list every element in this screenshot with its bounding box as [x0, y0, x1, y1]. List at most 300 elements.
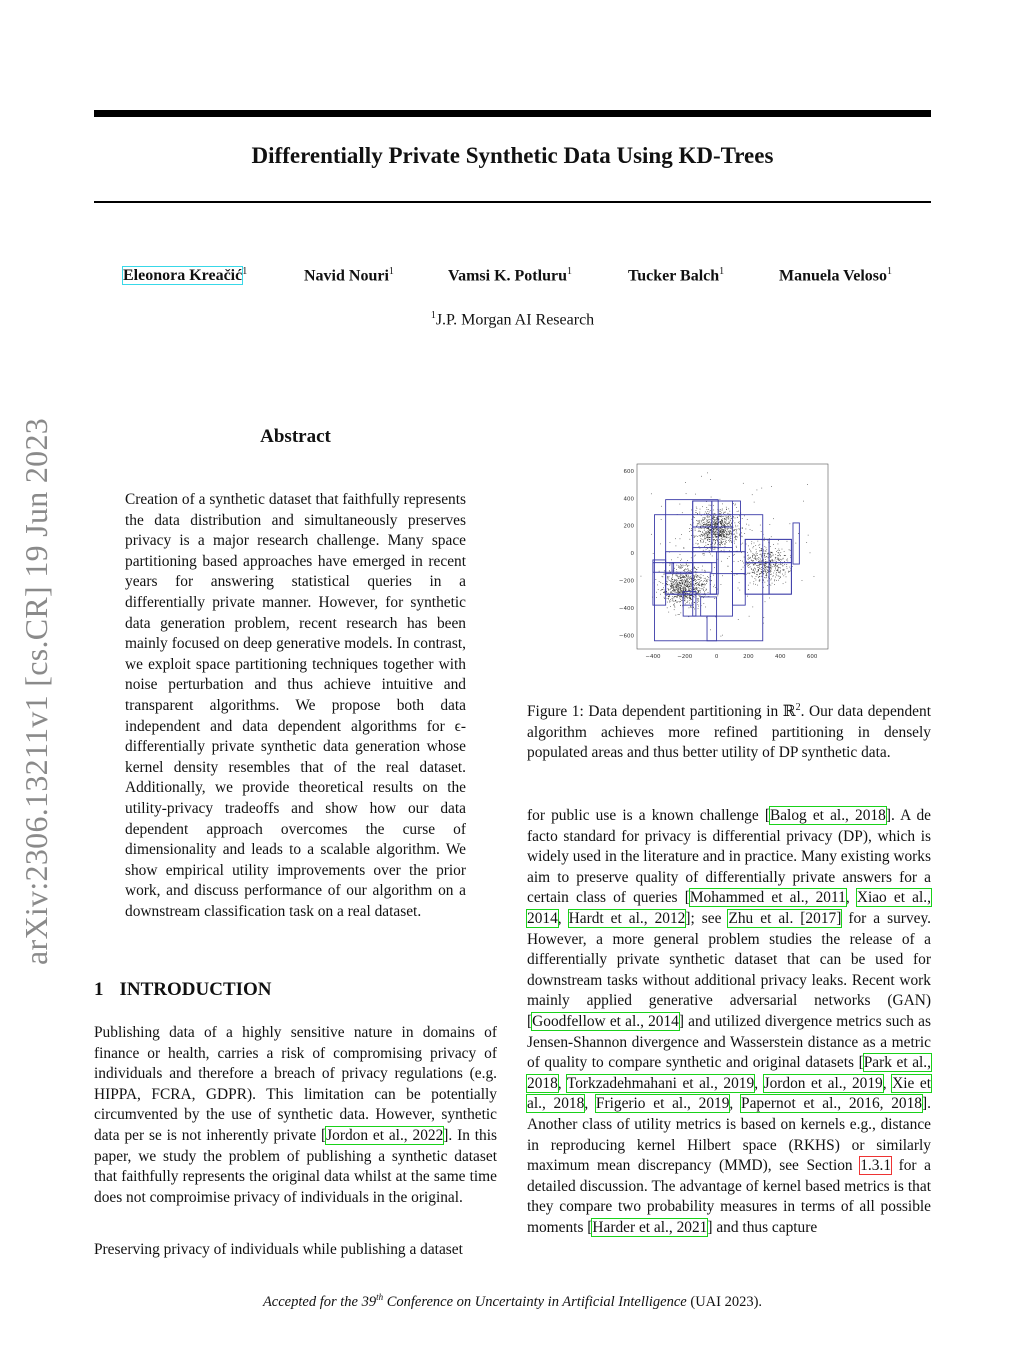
data-point: [658, 589, 659, 590]
data-point: [680, 554, 681, 555]
data-point: [735, 536, 736, 537]
data-point: [687, 565, 688, 566]
data-point: [723, 532, 724, 533]
data-point: [763, 587, 764, 588]
data-point: [682, 597, 683, 598]
data-point: [689, 598, 690, 599]
data-point: [777, 565, 778, 566]
data-point: [686, 585, 687, 586]
data-point: [758, 569, 759, 570]
data-point: [664, 597, 665, 598]
data-point: [689, 565, 690, 566]
data-point: [663, 592, 664, 593]
data-point: [755, 558, 756, 559]
data-point: [668, 598, 669, 599]
data-point: [787, 559, 788, 560]
data-point: [707, 515, 708, 516]
data-point: [702, 536, 703, 537]
data-point: [677, 576, 678, 577]
data-point: [690, 524, 691, 525]
data-point: [702, 526, 703, 527]
data-point: [715, 515, 716, 516]
data-point: [776, 580, 777, 581]
data-point: [695, 589, 696, 590]
data-point: [713, 541, 714, 542]
data-point: [771, 567, 772, 568]
data-point: [674, 580, 675, 581]
data-point: [676, 546, 677, 547]
data-point: [765, 569, 766, 570]
data-point: [677, 592, 678, 593]
data-point: [677, 597, 678, 598]
data-point: [704, 580, 705, 581]
data-point: [683, 565, 684, 566]
data-point: [680, 587, 681, 588]
data-point: [684, 582, 685, 583]
data-point: [782, 570, 783, 571]
data-point: [770, 556, 771, 557]
data-point: [659, 581, 660, 582]
data-point: [780, 552, 781, 553]
data-point: [744, 557, 745, 558]
data-point: [772, 559, 773, 560]
data-point: [722, 544, 723, 545]
data-point: [671, 591, 672, 592]
data-point: [710, 510, 711, 511]
data-point: [751, 543, 752, 544]
data-point: [705, 571, 706, 572]
data-point: [696, 593, 697, 594]
data-point: [717, 537, 718, 538]
citation-link[interactable]: Jordon et al., 2019: [763, 1074, 883, 1092]
data-point: [770, 546, 771, 547]
data-point: [754, 573, 755, 574]
data-point: [704, 593, 705, 594]
data-point: [707, 548, 708, 549]
data-point: [723, 516, 724, 517]
data-point: [725, 541, 726, 542]
data-point: [756, 549, 757, 550]
data-point: [721, 523, 722, 524]
citation-link[interactable]: Frigerio et al., 2019: [595, 1095, 730, 1113]
data-point: [716, 537, 717, 538]
data-point: [775, 558, 776, 559]
data-point: [733, 503, 734, 504]
data-point: [701, 520, 702, 521]
citation-link[interactable]: Xiao et al., 2014: [527, 889, 931, 927]
data-point: [779, 559, 780, 560]
data-point: [714, 546, 715, 547]
section-link[interactable]: 1.3.1: [860, 1157, 892, 1175]
data-point: [667, 598, 668, 599]
data-point: [678, 591, 679, 592]
citation-link[interactable]: Hardt et al., 2012: [568, 909, 686, 927]
data-point: [708, 537, 709, 538]
data-point: [670, 601, 671, 602]
data-point: [691, 599, 692, 600]
data-point: [672, 583, 673, 584]
data-point: [735, 505, 736, 506]
data-point: [735, 538, 736, 539]
data-point: [766, 575, 767, 576]
data-point: [690, 592, 691, 593]
data-point: [738, 561, 739, 562]
data-point: [675, 607, 676, 608]
data-point: [726, 537, 727, 538]
data-point: [663, 583, 664, 584]
data-point: [707, 535, 708, 536]
data-point: [748, 557, 749, 558]
data-point: [697, 525, 698, 526]
abstract-text: Creation of a synthetic dataset that faithfully represents the data distribution and simultaneously preserves privacy is a major research challenge. Many space partitioning based approaches have emerged in recent years for answering statistical queries in a differentially private manner. However, for synthetic data generation problem, recent research has been mainly focused on deep generative models. In contrast, we exploit space partitioning techniques together with noise perturbation and thus achieve intuitive and transparent algorithms. We propose both data independent and data dependent algorithms for ϵ-differentially private synthetic data generation whose kernel density resembles that of the real dataset. Additionally, we provide theoretical results on the utility-privacy tradeoffs and show how our data dependent approach overcomes the curse of dimensionality and leads to a scalable algorithm. We show empirical utility improvements over the prior work, and discuss performance of our algorithm on a downstream classification task on a real dataset.: [125, 491, 466, 920]
data-point: [727, 558, 728, 559]
data-point: [696, 536, 697, 537]
data-point: [669, 585, 670, 586]
citation-link[interactable]: Papernot et al., 2016, 2018: [741, 1095, 923, 1113]
data-point: [784, 570, 785, 571]
data-point: [808, 535, 809, 536]
data-point: [713, 516, 714, 517]
data-point: [694, 589, 695, 590]
data-point: [691, 589, 692, 590]
citation-link[interactable]: Balog et al., 2018: [769, 807, 886, 824]
data-point: [720, 509, 721, 510]
data-point: [721, 530, 722, 531]
data-point: [707, 520, 708, 521]
data-point: [756, 551, 757, 552]
data-point: [729, 524, 730, 525]
data-point: [672, 587, 673, 588]
data-point: [698, 524, 699, 525]
data-point: [681, 566, 682, 567]
data-point: [763, 573, 764, 574]
data-point: [737, 517, 738, 518]
data-point: [683, 576, 684, 577]
data-point: [703, 522, 704, 523]
data-point: [721, 540, 722, 541]
data-point: [699, 582, 700, 583]
data-point: [729, 532, 730, 533]
data-point: [699, 512, 700, 513]
data-point: [716, 519, 717, 520]
data-point: [678, 614, 679, 615]
data-point: [670, 571, 671, 572]
data-point: [686, 596, 687, 597]
data-point: [770, 571, 771, 572]
data-point: [714, 522, 715, 523]
data-point: [677, 596, 678, 597]
data-point: [689, 539, 690, 540]
data-point: [777, 559, 778, 560]
data-point: [772, 566, 773, 567]
data-point: [716, 531, 717, 532]
data-point: [694, 609, 695, 610]
data-point: [724, 531, 725, 532]
data-point: [729, 551, 730, 552]
data-point: [670, 606, 671, 607]
data-point: [699, 524, 700, 525]
citation-link[interactable]: Harder et al., 2021: [592, 1218, 708, 1236]
data-point: [787, 568, 788, 569]
data-point: [715, 534, 716, 535]
data-point: [686, 602, 687, 603]
data-point: [763, 559, 764, 560]
data-point: [686, 581, 687, 582]
data-point: [744, 515, 745, 516]
data-point: [709, 533, 710, 534]
data-point: [691, 584, 692, 585]
data-point: [723, 535, 724, 536]
data-point: [692, 530, 693, 531]
data-point: [761, 561, 762, 562]
data-point: [730, 526, 731, 527]
data-point: [676, 586, 677, 587]
data-point: [677, 583, 678, 584]
data-point: [684, 584, 685, 585]
data-point: [701, 534, 702, 535]
data-point: [667, 602, 668, 603]
data-point: [698, 593, 699, 594]
data-point: [683, 590, 684, 591]
data-point: [678, 590, 679, 591]
data-point: [671, 559, 672, 560]
data-point: [728, 513, 729, 514]
data-point: [706, 526, 707, 527]
data-point: [789, 549, 790, 550]
data-point: [679, 587, 680, 588]
data-point: [749, 564, 750, 565]
data-point: [702, 539, 703, 540]
data-point: [755, 578, 756, 579]
data-point: [660, 582, 661, 583]
data-point: [757, 572, 758, 573]
data-point: [706, 549, 707, 550]
data-point: [710, 524, 711, 525]
data-point: [778, 569, 779, 570]
data-point: [722, 635, 723, 636]
data-point: [711, 505, 712, 506]
data-point: [753, 548, 754, 549]
data-point: [784, 555, 785, 556]
data-point: [706, 580, 707, 581]
data-point: [686, 578, 687, 579]
data-point: [688, 587, 689, 588]
data-point: [726, 516, 727, 517]
data-point: [752, 530, 753, 531]
data-point: [764, 546, 765, 547]
data-point: [724, 522, 725, 523]
data-point: [699, 535, 700, 536]
data-point: [778, 580, 779, 581]
data-point: [717, 524, 718, 525]
data-point: [748, 546, 749, 547]
data-point: [758, 561, 759, 562]
data-point: [759, 574, 760, 575]
data-point: [685, 588, 686, 589]
data-point: [759, 544, 760, 545]
data-point: [760, 525, 761, 526]
data-point: [651, 493, 652, 494]
data-point: [661, 519, 662, 520]
data-point: [684, 570, 685, 571]
data-point: [696, 543, 697, 544]
data-point: [681, 568, 682, 569]
data-point: [730, 524, 731, 525]
data-point: [747, 573, 748, 574]
data-point: [670, 589, 671, 590]
data-point: [683, 577, 684, 578]
data-point: [671, 583, 672, 584]
data-point: [728, 523, 729, 524]
data-point: [771, 571, 772, 572]
data-point: [677, 602, 678, 603]
data-point: [675, 538, 676, 539]
data-point: [758, 570, 759, 571]
citation-link[interactable]: Jordon et al., 2022: [326, 1126, 444, 1144]
data-point: [714, 532, 715, 533]
data-point: [706, 531, 707, 532]
data-point: [707, 509, 708, 510]
data-point: [699, 514, 700, 515]
data-point: [735, 536, 736, 537]
data-point: [778, 552, 779, 553]
data-point: [770, 580, 771, 581]
data-point: [754, 554, 755, 555]
data-point: [740, 560, 741, 561]
data-point: [728, 535, 729, 536]
data-point: [680, 591, 681, 592]
data-point: [780, 556, 781, 557]
data-point: [766, 569, 767, 570]
data-point: [685, 582, 686, 583]
data-point: [701, 538, 702, 539]
data-point: [744, 533, 745, 534]
data-point: [770, 567, 771, 568]
data-point: [709, 529, 710, 530]
data-point: [778, 555, 779, 556]
data-point: [689, 528, 690, 529]
data-point: [736, 546, 737, 547]
data-point: [679, 602, 680, 603]
data-point: [727, 536, 728, 537]
data-point: [686, 584, 687, 585]
citation-link[interactable]: Goodfellow et al., 2014: [532, 1012, 679, 1030]
data-point: [703, 542, 704, 543]
data-point: [681, 577, 682, 578]
citation-link[interactable]: Park et al., 2018: [527, 1054, 931, 1092]
data-point: [677, 575, 678, 576]
data-point: [730, 516, 731, 517]
data-point: [685, 565, 686, 566]
data-point: [700, 595, 701, 596]
data-point: [713, 531, 714, 532]
data-point: [699, 596, 700, 597]
data-point: [734, 575, 735, 576]
data-point: [668, 596, 669, 597]
data-point: [691, 579, 692, 580]
data-point: [762, 572, 763, 573]
data-point: [722, 575, 723, 576]
data-point: [692, 588, 693, 589]
data-point: [699, 528, 700, 529]
data-point: [675, 587, 676, 588]
data-point: [724, 525, 725, 526]
citation-link[interactable]: Xie et al., 2018: [527, 1074, 931, 1113]
data-point: [698, 604, 699, 605]
data-point: [673, 586, 674, 587]
data-point: [683, 566, 684, 567]
data-point: [698, 579, 699, 580]
data-point: [707, 581, 708, 582]
data-point: [675, 615, 676, 616]
data-point: [710, 545, 711, 546]
data-point: [690, 583, 691, 584]
data-point: [694, 567, 695, 568]
data-point: [688, 597, 689, 598]
data-point: [679, 598, 680, 599]
data-point: [676, 565, 677, 566]
data-point: [713, 534, 714, 535]
data-point: [705, 578, 706, 579]
data-point: [666, 592, 667, 593]
data-point: [720, 532, 721, 533]
data-point: [756, 560, 757, 561]
data-point: [689, 586, 690, 587]
data-point: [680, 538, 681, 539]
data-point: [690, 586, 691, 587]
citation-link[interactable]: Torkzadehmahani et al., 2019: [566, 1074, 755, 1092]
data-point: [705, 512, 706, 513]
data-point: [673, 593, 674, 594]
data-point: [738, 619, 739, 620]
data-point: [729, 556, 730, 557]
data-point: [701, 525, 702, 526]
data-point: [780, 570, 781, 571]
data-point: [729, 531, 730, 532]
data-point: [695, 530, 696, 531]
data-point: [688, 589, 689, 590]
data-point: [724, 526, 725, 527]
citation-link[interactable]: Mohammed et al., 2011: [689, 889, 846, 907]
citation-link[interactable]: Zhu et al. [2017]: [728, 909, 842, 927]
data-point: [752, 560, 753, 561]
data-point: [739, 529, 740, 530]
data-point: [692, 525, 693, 526]
author-1[interactable]: Eleonora Kreačić$^1$: [123, 266, 248, 285]
data-point: [672, 577, 673, 578]
data-point: [685, 482, 686, 483]
data-point: [747, 555, 748, 556]
data-point: [753, 572, 754, 573]
data-point: [691, 557, 692, 558]
data-point: [728, 525, 729, 526]
data-point: [743, 563, 744, 564]
data-point: [716, 528, 717, 529]
data-point: [717, 540, 718, 541]
affiliation: $^1$J.P. Morgan AI Research: [430, 310, 595, 329]
data-point: [687, 602, 688, 603]
data-point: [719, 528, 720, 529]
data-point: [723, 529, 724, 530]
data-point: [721, 542, 722, 543]
data-point: [765, 564, 766, 565]
partition-figure: [608, 460, 834, 666]
data-point: [672, 581, 673, 582]
data-point: [749, 616, 750, 617]
data-point: [769, 538, 770, 539]
author-name[interactable]: Eleonora Kreačić: [123, 267, 243, 285]
data-point: [701, 584, 702, 585]
